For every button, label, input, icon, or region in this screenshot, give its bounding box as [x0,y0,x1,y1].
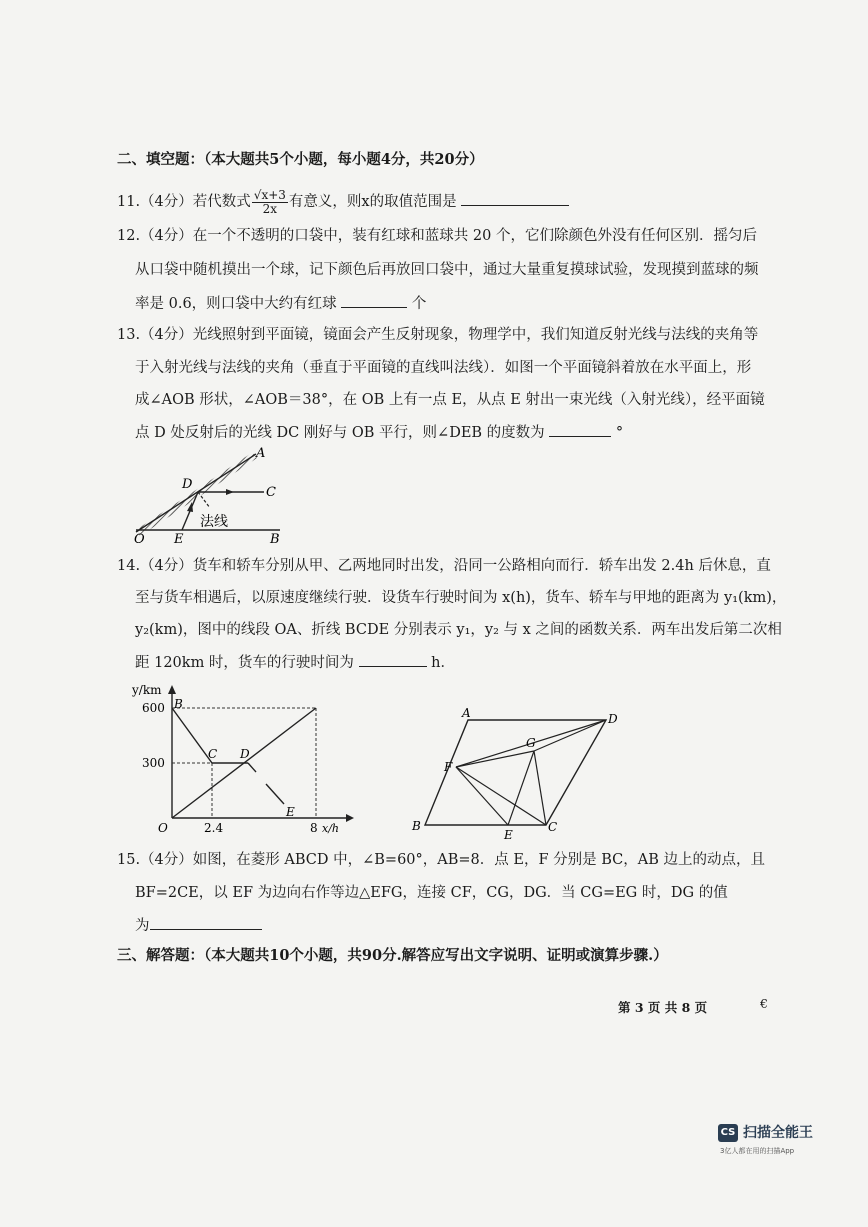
label-D: D [182,477,193,492]
q15-rhombus-figure [400,705,630,845]
point-D-label: D [240,747,250,761]
q14-distance-time-graph [128,680,358,840]
rhombus-label-C: C [548,820,558,834]
footer-mark: € [760,996,768,1011]
q11-prefix: 11.（4分）若代数式 [117,194,251,210]
q14-line4 [135,652,455,673]
q13-line4-prefix: 点 D 处反射后的光线 DC 刚好与 OB 平行，则∠DEB 的度数为 [135,425,545,441]
q11-numerator: √x+3 [253,187,286,202]
q13-line4-suffix: ° [615,425,624,441]
q12-answer-blank [341,293,407,308]
y-axis-arrow [168,685,176,694]
segment-DE-end [266,784,284,804]
q12-line3-suffix: 个 [411,296,427,312]
q14-line4-suffix: h． [431,655,455,671]
q15-line1: 15.（4分）如图，在菱形 ABCD 中，∠B=60°，AB=8．点 E，F 分别是 BC，AB 边上的动点，且 [117,852,766,868]
segment-GC [534,751,546,825]
camscanner-tagline: 3亿人都在用的扫描App [720,1147,795,1155]
q12-line3-prefix: 率是 0.6，则口袋中大约有红球 [135,296,337,312]
origin-label: O [158,821,168,835]
label-A: A [256,446,266,461]
rhombus-label-A: A [462,706,471,720]
q13-line3: 成∠AOB 形状，∠AOB＝38°，在 OB 上有一点 E，从点 E 射出一束光线（入射光线），经平面镜 [135,392,765,408]
q11-answer-blank [461,191,569,206]
q14-line4-prefix: 距 120km 时，货车的行驶时间为 [135,655,354,671]
camscanner-brand: 扫描全能王 [743,1125,813,1141]
section3-heading: 三、解答题：（本大题共10个小题，共90分.解答应写出文字说明、证明或演算步骤.） [117,947,668,964]
rhombus-label-B: B [412,819,421,833]
y-axis-label: y/km [132,683,162,697]
point-C-label: C [208,747,218,761]
q15-answer-blank [150,915,262,930]
x-axis-arrow [346,814,354,822]
question-11 [117,186,569,218]
point-B-label: B [174,697,183,711]
label-normal: 法线 [200,514,228,530]
rhombus-label-F: F [444,760,453,774]
x-tick-8: 8 [310,821,318,835]
x-tick-2.4: 2.4 [204,821,224,835]
segment-GD [534,720,606,751]
q14-line2: 至与货车相遇后，以原速度继续行驶．设货车行驶时间为 x(h)，货车、轿车与甲地的距离为 y₁(km)， [135,590,787,606]
label-O: O [134,532,145,544]
q13-line4 [135,422,623,443]
label-C: C [266,485,276,500]
ray-DC-arrow [226,489,234,495]
y-tick-600: 600 [142,701,165,715]
mirror-line-OA [136,454,256,532]
q13-line1: 13.（4分）光线照射到平面镜，镜面会产生反射现象，物理学中，我们知道反射光线与法线的夹角等 [117,327,759,343]
label-B: B [270,532,280,544]
q15-line3 [135,915,262,936]
q13-answer-blank [549,422,611,437]
q12-line3 [135,293,426,314]
point-E-label: E [286,805,295,819]
q11-fraction [252,189,288,216]
x-axis-label: x/h [322,822,339,835]
q11-suffix: 有意义，则x的取值范围是 [288,194,457,210]
rhombus-label-E: E [504,828,513,842]
q15-line3-prefix: 为 [135,918,150,934]
q15-line2: BF=2CE，以 EF 为边向右作等边△EFG，连接 CF，CG，DG．当 CG=EG 时，DG 的值 [135,885,728,901]
camscanner-logo-icon: CS [718,1124,738,1142]
rhombus-label-D: D [608,712,618,726]
q12-line1: 12.（4分）在一个不透明的口袋中，装有红球和蓝球共 20 个，它们除颜色外没有任何区别．摇匀后 [117,228,757,244]
section2-heading: 二、填空题：（本大题共5个小题，每小题4分，共20分） [117,151,484,168]
page-number: 第 3 页 共 8 页 [618,1000,708,1015]
q14-answer-blank [359,652,427,667]
q13-line2: 于入射光线与法线的夹角（垂直于平面镜的直线叫法线）．如图一个平面镜斜着放在水平面上，形 [135,360,752,376]
q14-line3: y₂(km)，图中的线段 OA、折线 BCDE 分别表示 y₁，y₂ 与 x 之间的函数关系．两车出发后第二次相 [135,622,782,638]
segment-GE [508,751,534,825]
rhombus-label-G: G [526,736,536,750]
q11-denominator: 2x [262,201,278,216]
label-E: E [174,532,184,544]
segment-FG [456,751,534,767]
normal-dashed-line [198,492,210,508]
segment-DE-start [248,763,256,772]
y-tick-300: 300 [142,756,165,770]
q14-line1: 14.（4分）货车和轿车分别从甲、乙两地同时出发，沿同一公路相向而行．轿车出发 2.4h 后休息，直 [117,558,771,574]
q13-mirror-figure [128,444,303,544]
q12-line2: 从口袋中随机摸出一个球，记下颜色后再放回口袋中，通过大量重复摸球试验，发现摸到蓝球的频 [135,262,759,278]
